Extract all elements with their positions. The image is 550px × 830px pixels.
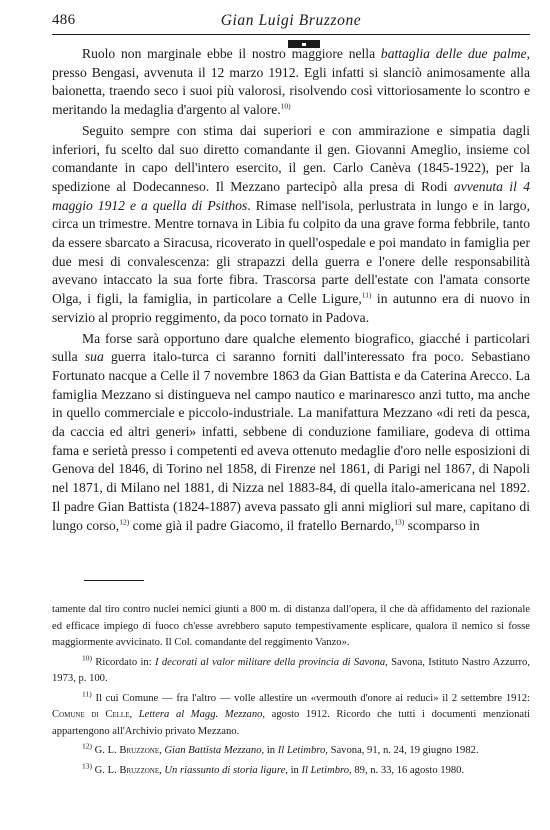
paragraph-3: Ma forse sarà opportuno dare qualche elemento biografico, giacché i particolari sulla sua guerra italo-turca ci saranno forniti dall'interessato fra poco. Sebastiano Fortunato nacque a Celle il 7 novembre 1863 da Gian Battista e da Caterina Arecco. La famiglia Mezzano si distingueva nel campo nautico e marinaresco anzi tutto, ma anche in quello commerciale e piccolo-industriale. La manifattura Mezzano «di reti da pesca, da caccia ed altri generi» infatti, sebbene di conduzione familiare, godeva di ottima fama e serietà presso i competenti ed aveva ottenuto medaglie d'oro nelle esposizioni di Genova del 1846, di Torino nel 1858, di Firenze nel 1861, di Parigi nel 1867, di Napoli nel 1871, di Milano nel 1881, di Nizza nel 1883-84, di quella italo-americana nel 1892. Il padre Gian Battista (1824-1887) aveva passato gli anni migliori sul mare, capitano di lungo corso,$^{12)}$ come già il padre Giacomo, il fratello Bernardo,$^{13)}$ scomparso in <box>52 330 530 533</box>
paragraph-1: Ruolo non marginale ebbe il nostro maggiore nella battaglia delle due palme, presso Bengasi, avvenuta il 12 marzo 1912. Egli infatti si slanciò animosamente alla baionetta, traendo seco i suoi più valorosi, risolvendo così vittoriosamente lo scontro e meritando la medaglia d'argento al valore.$^{10)}$ <box>52 46 530 118</box>
main-text <box>52 45 530 537</box>
footnote-12: $^{12)}$ G. L. Bruzzone, Gian Battista Mezzano, in Il Letimbro, Savona, 91, n. 24, 19 giugno 1982. <box>82 741 479 756</box>
footnote-13: $^{13)}$ G. L. Bruzzone, Un riassunto di storia ligure, in Il Letimbro, 89, n. 33, 16 agosto 1980. <box>82 760 465 776</box>
footnote-continuation: tamente dal tiro contro nuclei nemici giunti a 800 m. di distanza dall'opera, il che dà affidamento del razionale ed efficace impiego di fuoco ch'esse avrebbero saputo tempestivamente esplicare, qualora il nemico si fosse maggiormente avvicinato. Il Col. comandante del reggimento Vanzo». <box>52 604 530 648</box>
footnote-ref-10: 10) <box>280 101 291 111</box>
footnote-rule <box>84 580 144 581</box>
running-head: Gian Luigi Bruzzone <box>220 12 362 29</box>
footnote-11: $^{11)}$ Il cui Comune — fra l'altro — volle allestire un «vermouth d'onore ai reduci» il 2 settembre 1912: Comune di Celle, Lettera al Magg. Mezzano, agosto 1912. Ricordo che tutti i documenti menzionati appartengono all'Archivio privato Mezzano. <box>52 688 530 737</box>
page-header <box>52 12 530 34</box>
footnote-10: $^{10)}$ Ricordato in: I decorati al valor militare della provincia di Savona, Savona, Istituto Nastro Azzurro, 1973, p. 100. <box>52 652 531 684</box>
page-number: 486 <box>52 12 76 28</box>
footnote-ref-13: 13) <box>394 517 405 527</box>
footnote-ref-11: 11) <box>361 290 372 300</box>
footnote-ref-12: 12) <box>119 517 130 527</box>
header-rule <box>52 34 530 35</box>
footnotes <box>52 602 530 782</box>
paragraph-2: Seguito sempre con stima dai superiori e con ammirazione e simpatia dagli inferiori, fu scelto dal suo diretto comandante il gen. Giovanni Ameglio, insieme col comandante in capo dell'intero esercito, il gen. Carlo Canèva (1845-1922), per la spedizione al Dodecanneso. Il Mezzano partecipò alla presa di Rodi avvenuta il 4 maggio 1912 e a quella di Psithos. Rimase nell'isola, perlustrata in lungo e in largo, circa un trimestre. Mentre tornava in Libia fu colpito da una grave forma febbrile, tanto da essere sbarcato a Siracusa, ricoverato in quell'ospedale e poi mandato in famiglia per due mesi di convalescenza: gli strapazzi della guerra e l'onere delle responsabilità avevano intaccato la sua forte fibra. Trascorsa parte dell'estate con l'amata consorte Olga, i figli, la famiglia, in particolare a Celle Ligure,$^{11)}$ in autunno era di nuovo in servizio al proprio reggimento, da poco tornato in Padova. <box>52 122 530 325</box>
